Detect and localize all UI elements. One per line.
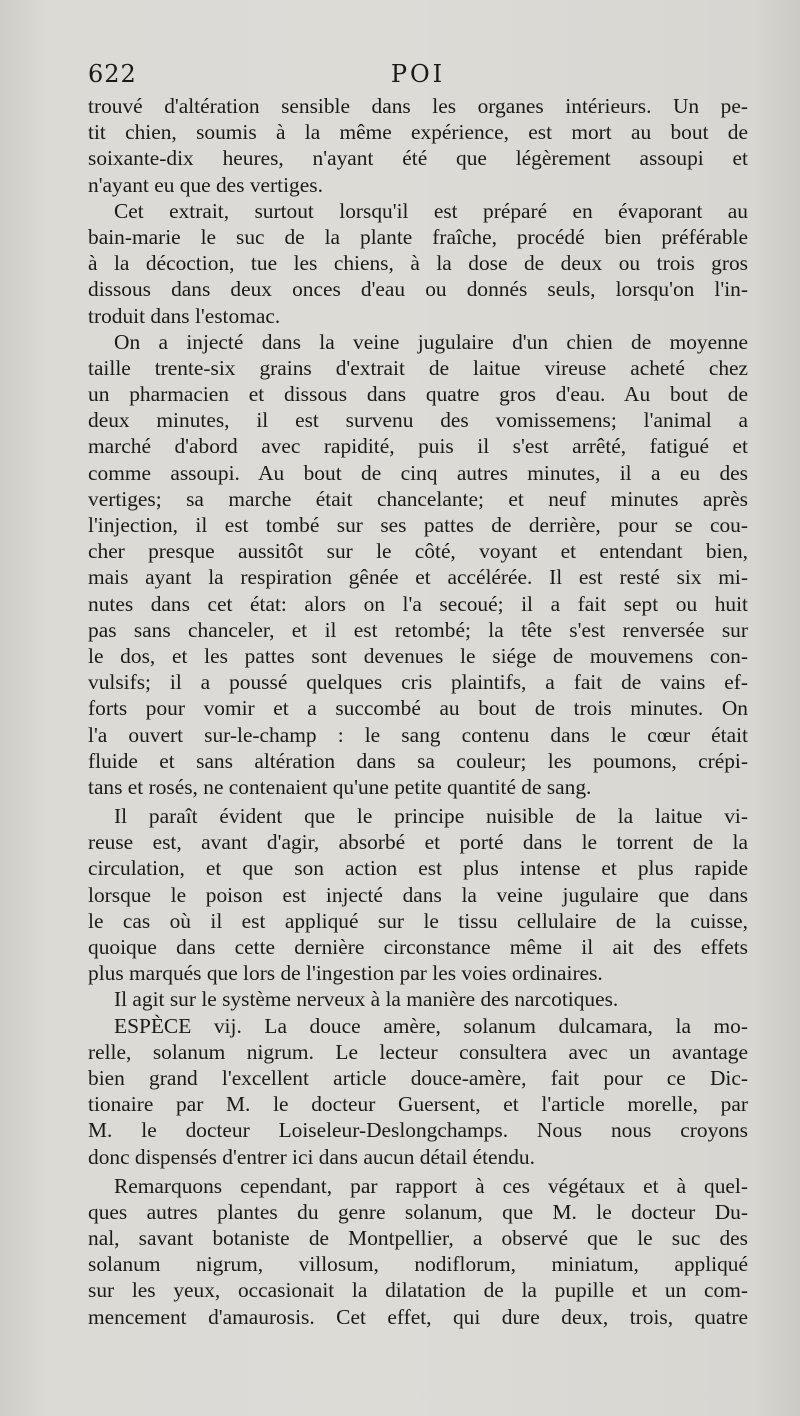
text-line: reuse est, avant d'agir, absorbé et porté dans le torrent de la — [88, 830, 748, 855]
body-text — [88, 93, 748, 1330]
text-line: pas sans chanceler, et il est retombé; la tête s'est renversée sur — [88, 617, 748, 642]
text-line: mencement d'amaurosis. Cet effet, qui dure deux, trois, quatre — [88, 1304, 748, 1329]
text-line: tionaire par M. le docteur Guersent, et l'article morelle, par — [88, 1092, 748, 1117]
text-line: trouvé d'altération sensible dans les organes intérieurs. Un pe- — [88, 94, 748, 118]
text-line: deux minutes, il est survenu des vomissemens; l'animal a — [88, 408, 748, 433]
text-line: le cas où il est appliqué sur le tissu cellulaire de la cuisse, — [88, 908, 748, 933]
text-line: relle, solanum nigrum. Le lecteur consultera avec un avantage — [88, 1039, 748, 1064]
text-line: fluide et sans altération dans sa couleur; les poumons, crépi- — [88, 748, 748, 773]
paragraph-start-line: Il agit sur le système nerveux à la manière des narcotiques. — [114, 987, 619, 1012]
paragraph-start-line: On a injecté dans la veine jugulaire d'un chien de moyenne — [114, 329, 748, 354]
text-line: marché d'abord avec rapidité, puis il s'est arrêté, fatigué et — [88, 434, 748, 459]
text-line: l'injection, il est tombé sur ses pattes de derrière, pour se cou- — [88, 513, 748, 537]
text-line: mais ayant la respiration gênée et accélérée. Il est resté six mi- — [88, 565, 748, 590]
text-line: sur les yeux, occasionait la dilatation de la pupille et un com- — [88, 1278, 748, 1303]
text-line: le dos, et les pattes sont devenues le siége de mouvemens con- — [88, 643, 748, 668]
text-line: donc dispensés d'entrer ici dans aucun détail étendu. — [88, 1144, 535, 1169]
paragraph-start-line: Remarquons cependant, par rapport à ces végétaux et à quel- — [114, 1173, 748, 1198]
text-line: vertiges; sa marche était chancelante; et neuf minutes après — [88, 486, 748, 511]
text-line: un pharmacien et dissous dans quatre gros d'eau. Au bout de — [88, 382, 748, 407]
text-line: bien grand l'excellent article douce-amère, fait pour ce Dic- — [88, 1065, 748, 1090]
text-line: tans et rosés, ne contenaient qu'une petite quantité de sang. — [88, 774, 592, 799]
text-line: forts pour vomir et a succombé au bout de trois minutes. On — [88, 696, 748, 721]
text-line: cher presque aussitôt sur le côté, voyant et entendant bien, — [88, 539, 748, 564]
text-line: bain-marie le suc de la plante fraîche, procédé bien préférable — [88, 224, 748, 249]
text-line: vulsifs; il a poussé quelques cris plaintifs, a fait de vains ef- — [88, 670, 748, 695]
text-line: troduit dans l'estomac. — [88, 303, 281, 328]
paragraph-start-line: Cet extrait, surtout lorsqu'il est préparé en évaporant au — [114, 198, 748, 223]
text-line: comme assoupi. Au bout de cinq autres minutes, il a eu des — [88, 460, 748, 485]
text-line: soixante-dix heures, n'ayant été que légèrement assoupi et — [88, 146, 748, 171]
text-line: taille trente-six grains d'extrait de laitue vireuse acheté chez — [88, 355, 748, 380]
page-number: 622 — [88, 60, 137, 88]
text-line: l'a ouvert sur-le-champ : le sang contenu dans le cœur était — [88, 722, 748, 747]
text-line: tit chien, soumis à la même expérience, est mort au bout de — [88, 120, 748, 145]
paragraph-start-line: ESPÈCE vij. La douce amère, solanum dulcamara, la mo- — [114, 1013, 748, 1038]
text-line: solanum nigrum, villosum, nodiflorum, miniatum, appliqué — [88, 1252, 748, 1277]
text-line: à la décoction, tue les chiens, à la dose de deux ou trois gros — [88, 251, 748, 276]
text-line: nutes dans cet état: alors on l'a secoué; il a fait sept ou huit — [88, 591, 748, 616]
text-line: circulation, et que son action est plus intense et plus rapide — [88, 856, 748, 881]
text-line: ques autres plantes du genre solanum, que M. le docteur Du- — [88, 1199, 748, 1224]
text-line: quoique dans cette dernière circonstance même il ait des effets — [88, 935, 748, 959]
text-line: n'ayant eu que des vertiges. — [88, 172, 323, 197]
paragraph-start-line: Il paraît évident que le principe nuisible de la laitue vi- — [114, 804, 748, 829]
text-line: nal, savant botaniste de Montpellier, a observé que le suc des — [88, 1226, 748, 1251]
text-line: plus marqués que lors de l'ingestion par les voies ordinaires. — [88, 961, 603, 986]
text-line: M. le docteur Loiseleur-Deslongchamps. Nous nous croyons — [88, 1118, 748, 1143]
running-head: POI — [390, 60, 446, 88]
text-line: lorsque le poison est injecté dans la veine jugulaire que dans — [88, 882, 748, 907]
page-header — [88, 60, 748, 96]
text-line: dissous dans deux onces d'eau ou donnés seuls, lorsqu'on l'in- — [88, 277, 748, 302]
